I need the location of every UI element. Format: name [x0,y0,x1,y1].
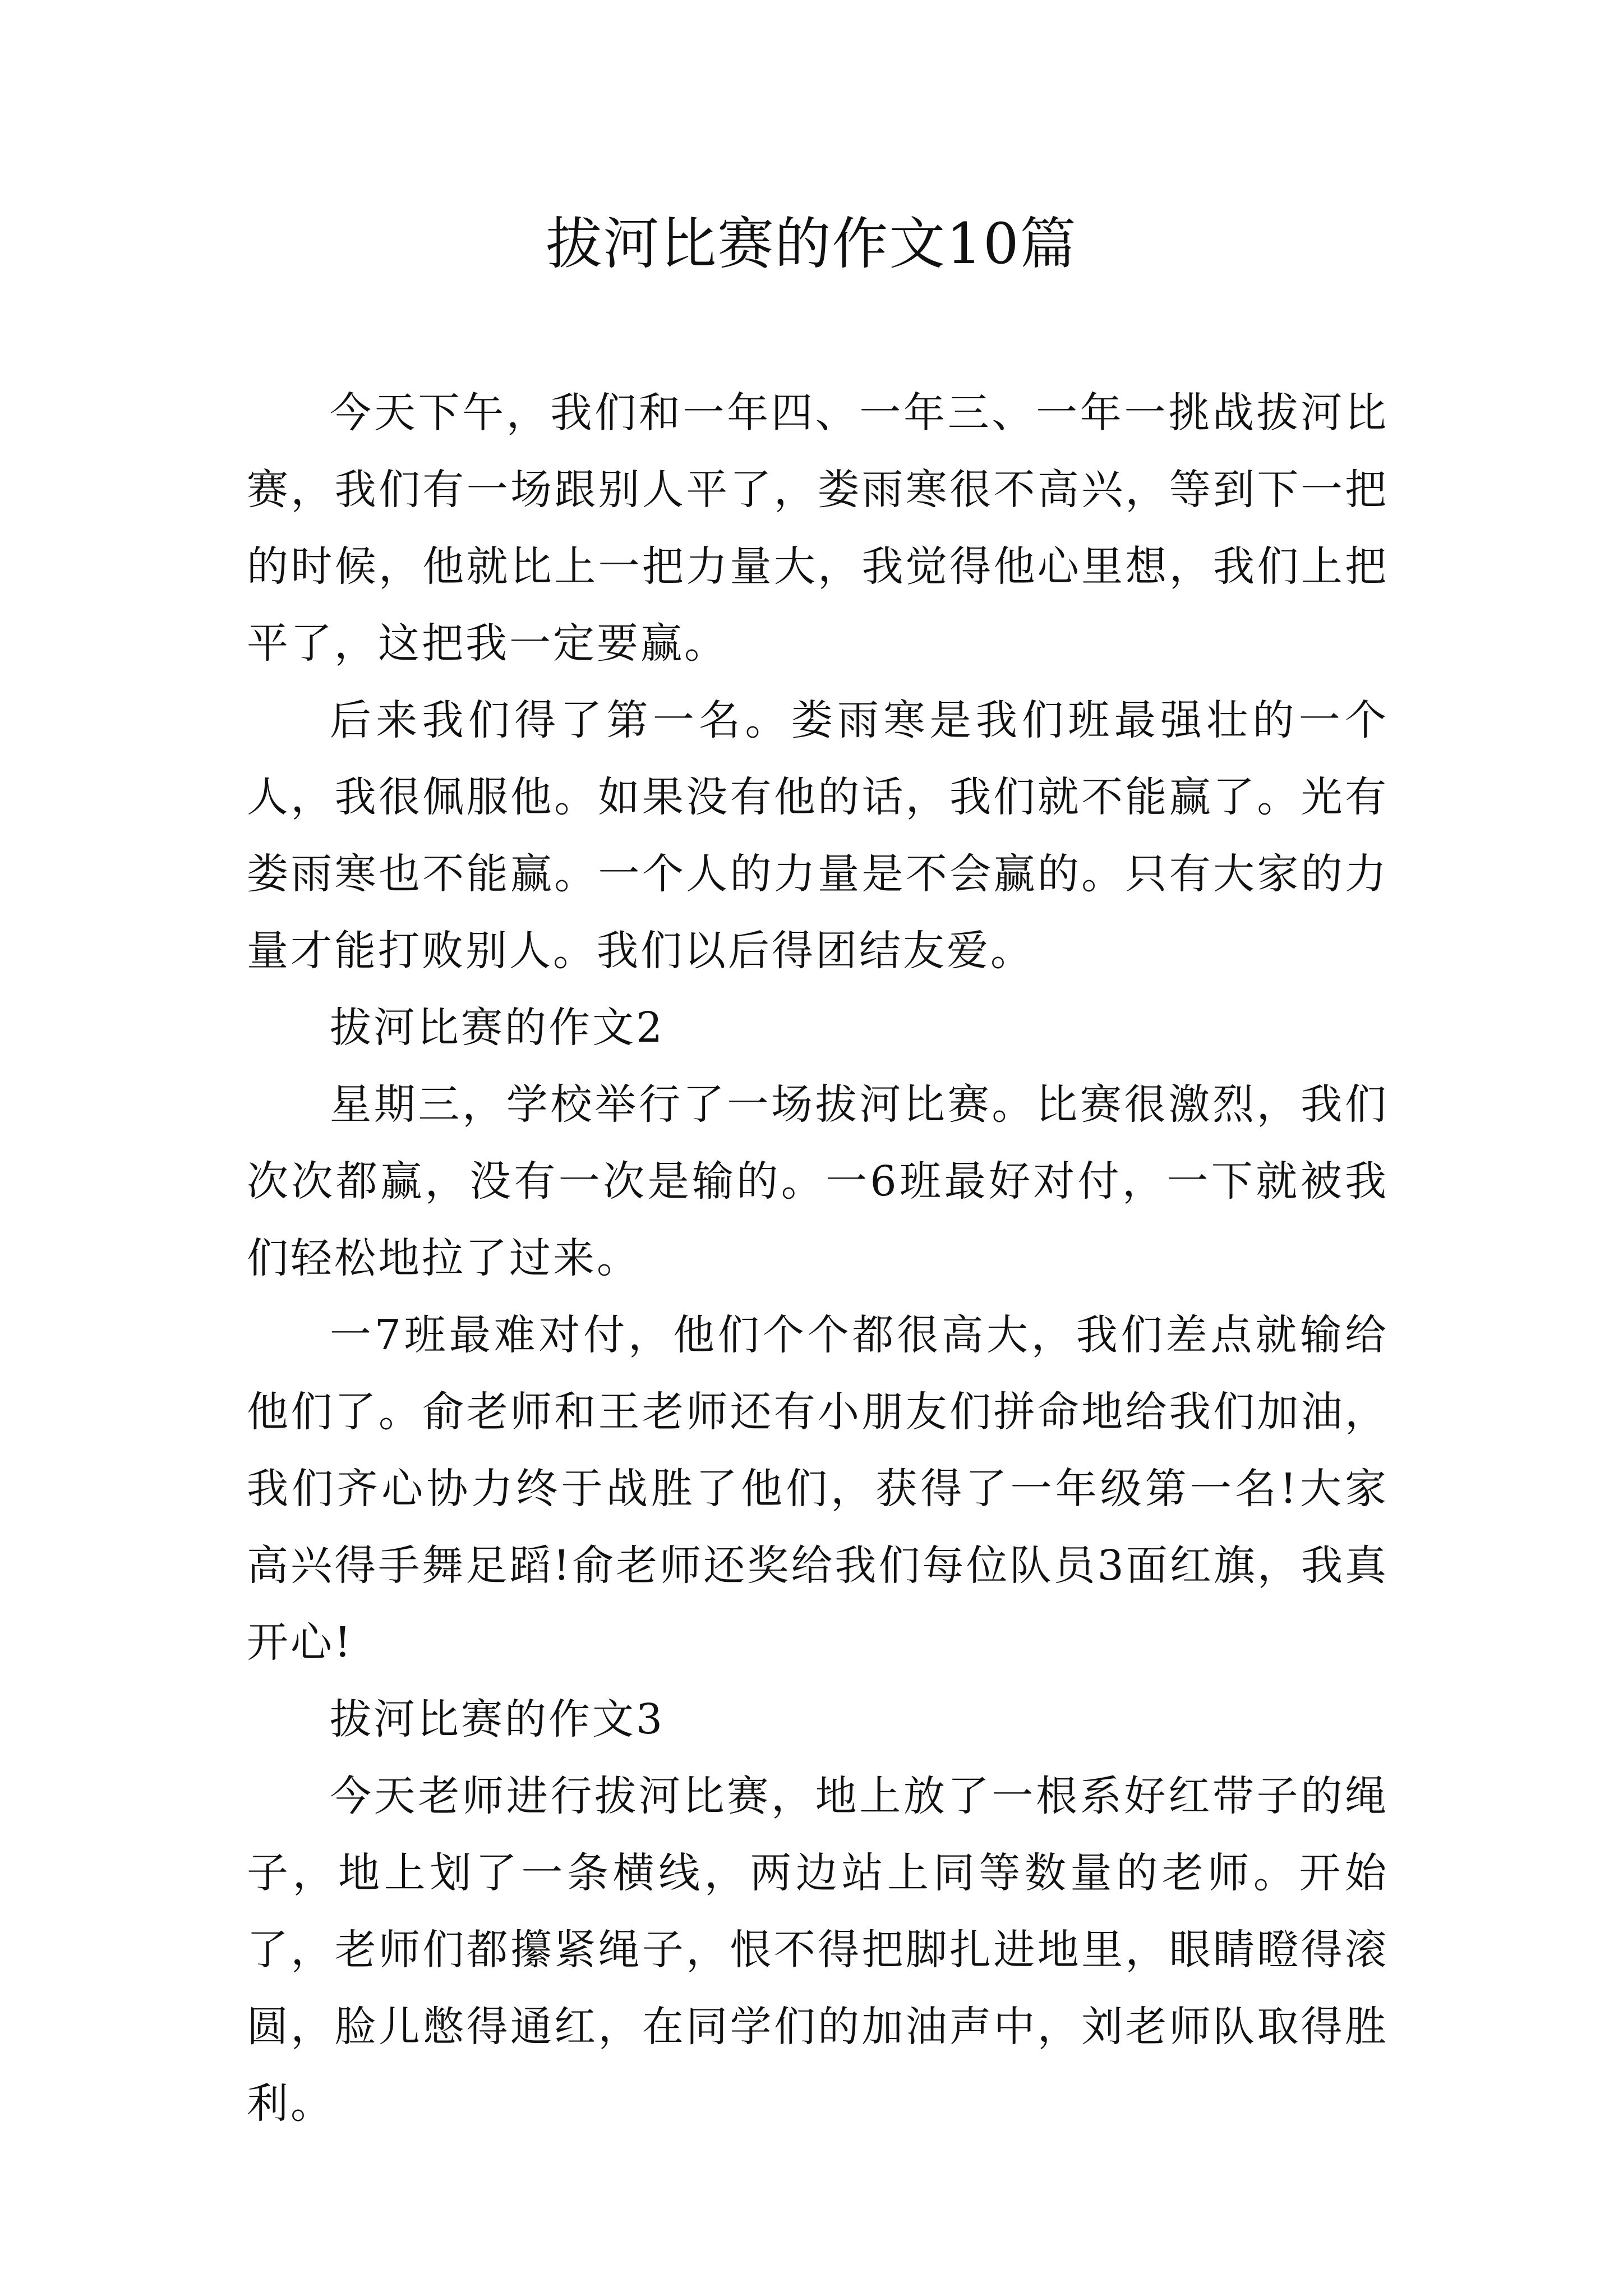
document-title: 拔河比赛的作文10篇 [546,211,1077,277]
paragraph-3: 星期三，学校举行了一场拔河比赛。比赛很激烈，我们次次都赢，没有一次是输的。一6班最好对付，一下就被我们轻松地拉了过来。 [247,1080,1389,1282]
section-heading-2: 拔河比赛的作文2 [330,1004,665,1052]
section-heading-3: 拔河比赛的作文3 [330,1695,665,1743]
document-body [247,375,1389,2142]
paragraph-1: 今天下午，我们和一年四、一年三、一年一挑战拔河比赛，我们有一场跟别人平了，娄雨寒很不高兴，等到下一把的时候，他就比上一把力量大，我觉得他心里想，我们上把平了，这把我一定要赢。 [247,389,1389,668]
paragraph-4: 一7班最难对付，他们个个都很高大，我们差点就输给他们了。俞老师和王老师还有小朋友们拼命地给我们加油，我们齐心协力终于战胜了他们，获得了一年级第一名!大家高兴得手舞足蹈!俞老师还奖给我们每位队员3面红旗，我真开心! [247,1311,1389,1667]
paragraph-5: 今天老师进行拔河比赛，地上放了一根系好红带子的绳子，地上划了一条横线，两边站上同等数量的老师。开始了，老师们都攥紧绳子，恨不得把脚扎进地里，眼睛瞪得滚圆，脸儿憋得通红，在同学们的加油声中，刘老师队取得胜利。 [247,1772,1389,2128]
paragraph-2: 后来我们得了第一名。娄雨寒是我们班最强壮的一个人，我很佩服他。如果没有他的话，我们就不能赢了。光有娄雨寒也不能赢。一个人的力量是不会赢的。只有大家的力量才能打败别人。我们以后得团结友爱。 [247,696,1389,975]
